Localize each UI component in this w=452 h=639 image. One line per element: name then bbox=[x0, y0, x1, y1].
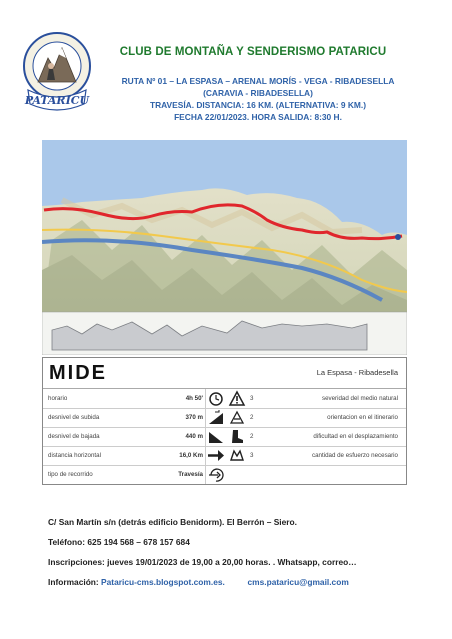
mide-row-tipo bbox=[43, 465, 406, 484]
route-end-marker bbox=[395, 234, 401, 240]
meeting-address: C/ San Martín s/n (detrás edificio Benidorm). El Berrón – Siero. bbox=[48, 517, 297, 527]
ascent-icon bbox=[207, 409, 225, 426]
mide-score: 2 bbox=[250, 414, 254, 421]
boot-icon bbox=[228, 428, 246, 445]
phone-numbers: Teléfono: 625 194 568 – 678 157 684 bbox=[48, 537, 190, 547]
mide-row-subida bbox=[43, 408, 406, 428]
mide-description: orientacion en el itinerario bbox=[327, 414, 398, 421]
mide-logo: MIDE bbox=[49, 362, 107, 384]
email-link[interactable]: cms.pataricu@gmail.com bbox=[247, 577, 349, 587]
distance-arrow-icon bbox=[207, 447, 225, 464]
mide-score: 3 bbox=[250, 395, 254, 402]
mide-route-name: La Espasa - Ribadesella bbox=[316, 368, 398, 377]
info-label: Información: bbox=[48, 577, 102, 587]
mide-label: desnivel de subida bbox=[48, 414, 100, 421]
mide-score: 3 bbox=[250, 452, 254, 459]
orientation-icon bbox=[228, 409, 246, 426]
mide-table bbox=[42, 357, 407, 485]
route-type-icon bbox=[207, 466, 225, 483]
mide-description: dificultad en el desplazamiento bbox=[313, 433, 398, 440]
info-line bbox=[48, 577, 349, 587]
mide-value: 440 m bbox=[185, 433, 203, 440]
effort-icon bbox=[228, 447, 246, 464]
mide-label: tipo de recorrido bbox=[48, 471, 93, 478]
descent-icon bbox=[207, 428, 225, 445]
route-distance: TRAVESÍA. DISTANCIA: 16 KM. (ALTERNATIVA: 9 KM.) bbox=[149, 100, 367, 110]
route-subtitle: (CARAVIA - RIBADESELLA) bbox=[203, 88, 313, 98]
route-date: FECHA 22/01/2023. HORA SALIDA: 8:30 H. bbox=[174, 112, 342, 122]
hazard-icon bbox=[228, 390, 246, 407]
mide-value: 370 m bbox=[185, 414, 203, 421]
mide-row-bajada bbox=[43, 427, 406, 447]
clock-icon bbox=[207, 390, 225, 407]
mide-value: 16,0 Km bbox=[179, 452, 203, 459]
mide-value: 4h 50' bbox=[185, 395, 203, 402]
logo-text: PATARICU bbox=[24, 94, 90, 107]
club-logo bbox=[18, 30, 96, 116]
mide-value: Travesía bbox=[178, 471, 203, 478]
mide-description: cantidad de esfuerzo necesario bbox=[312, 452, 398, 459]
route-map bbox=[42, 140, 407, 355]
mide-header bbox=[43, 358, 406, 389]
mide-row-distancia bbox=[43, 446, 406, 466]
blog-link[interactable]: Pataricu-cms.blogspot.com.es. bbox=[101, 577, 225, 587]
mide-score: 2 bbox=[250, 433, 254, 440]
route-title: RUTA Nº 01 – LA ESPASA – ARENAL MORÍS - VEGA - RIBADESELLA bbox=[121, 76, 395, 86]
mide-label: horario bbox=[48, 395, 68, 402]
mide-label: distancia horizontal bbox=[48, 452, 101, 459]
club-title: CLUB DE MONTAÑA Y SENDERISMO PATARICU bbox=[119, 46, 387, 58]
mide-row-horario bbox=[43, 389, 406, 409]
inscriptions: Inscripciones: jueves 19/01/2023 de 19,00 a 20,00 horas. . Whatsapp, correo… bbox=[48, 557, 357, 567]
mide-label: desnivel de bajada bbox=[48, 433, 100, 440]
mide-description: severidad del medio natural bbox=[321, 395, 398, 402]
